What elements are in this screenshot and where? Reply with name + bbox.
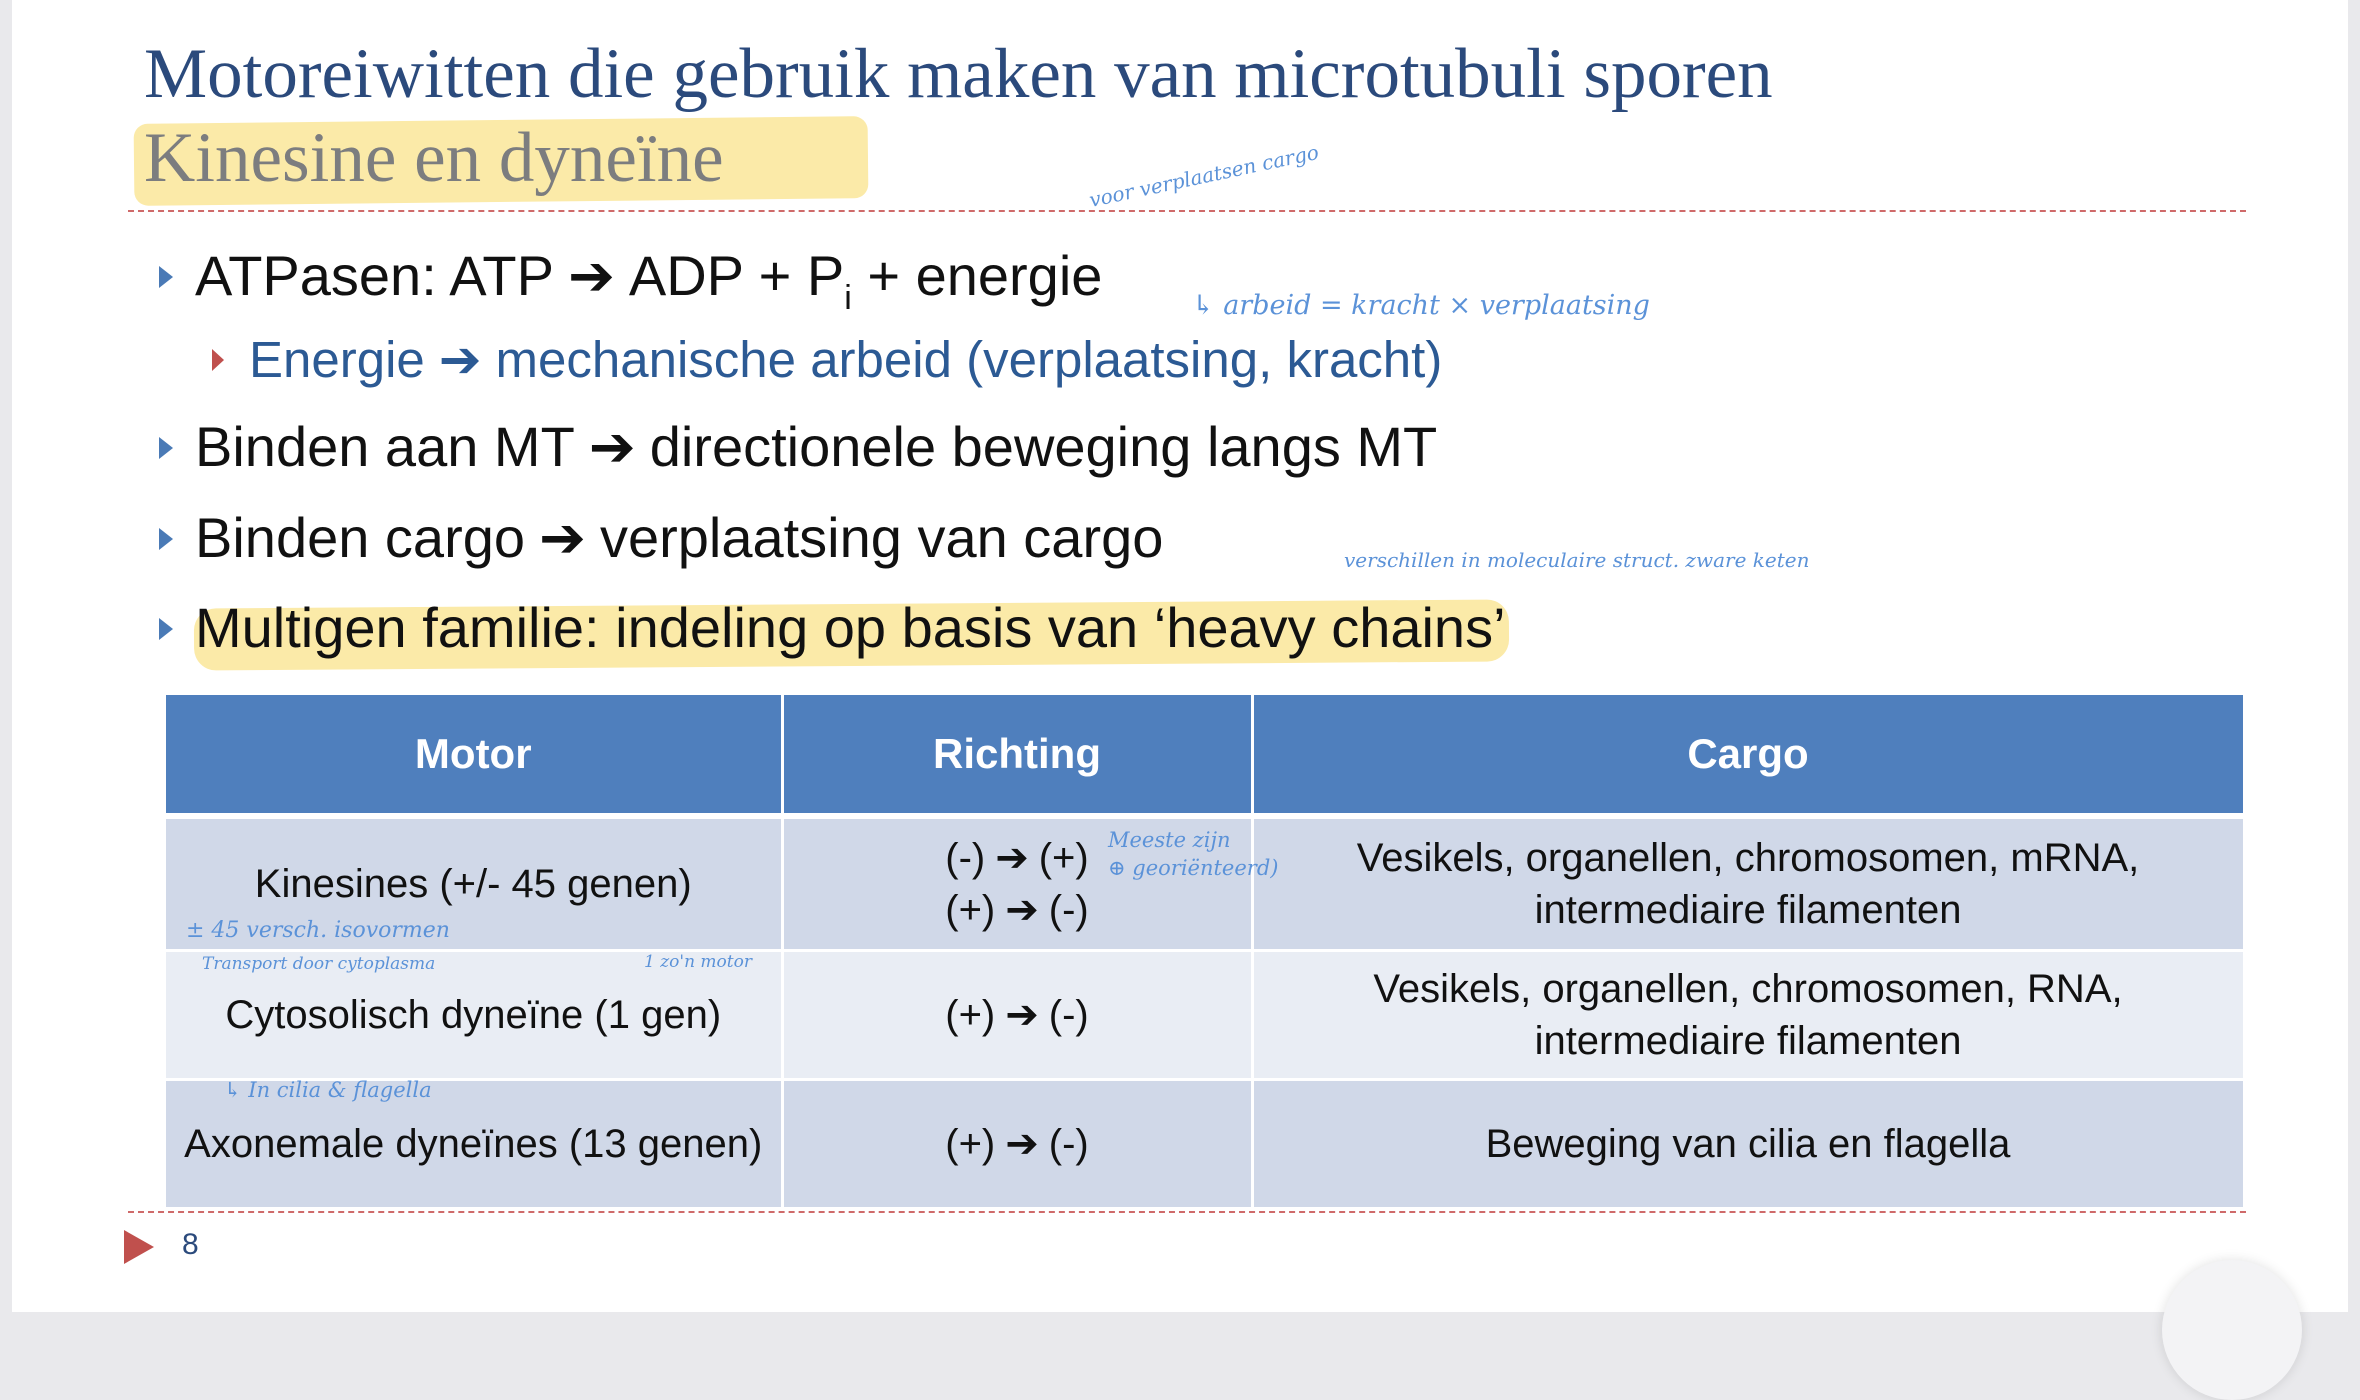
annotation-motor: 1 zo'n motor [644,952,752,972]
bullet-binden-mt: Binden aan MT ➔ directionele beweging langs MT [195,415,1438,478]
bullet-binden-cargo: Binden cargo ➔ verplaatsing van cargo [195,506,1164,569]
arrow-icon: ➔ [1005,888,1039,932]
slide [12,0,2348,1312]
annotation-isoforms: ± 45 versch. isovormen [186,918,450,943]
bullet-energie: Energie ➔ mechanische arbeid (verplaatsing, kracht) [249,331,1443,388]
header-richting: Richting [782,695,1252,816]
table-row [166,951,2244,1080]
cell-cargo: Vesikels, organellen, chromosomen, RNA, intermediaire filamenten [1252,951,2244,1080]
bullet-marker [159,528,173,550]
bullet-multigen: Multigen familie: indeling op basis van ‘heavy chains’ [195,596,1506,659]
sub-bullet-marker [212,349,224,371]
arrow-icon: ➔ [1005,993,1039,1037]
page-number: 8 [182,1228,199,1261]
title-divider [128,210,2246,212]
annotation-kinesine-direction: Meeste zijn ⊕ georiënteerd) [1108,828,1279,881]
arrow-icon: ➔ [567,244,615,307]
cell-richting: (-) ➔ (+) (+) ➔ (-) [782,816,1252,951]
cell-cargo: Vesikels, organellen, chromosomen, mRNA, intermediaire filamenten [1252,816,2244,951]
annotation-arbeid: ↳ arbeid = kracht × verplaatsing [1192,290,1650,321]
cell-motor: Axonemale dyneïnes (13 genen) [166,1080,782,1209]
arrow-icon: ➔ [995,836,1029,880]
arrow-icon: ➔ [539,506,586,569]
cell-richting: (+) ➔ (-) [782,951,1252,1080]
annotation-transport: Transport door cytoplasma [202,954,436,974]
cell-motor: Kinesines (+/- 45 genen) [166,816,782,951]
bullet-atpasen: ATPasen: ATP ➔ ADP + $P_i$ + energie [195,244,1103,317]
cell-motor: Cytosolisch dyneïne (1 gen) [166,951,782,1080]
cell-richting: (+) ➔ (-) [782,1080,1252,1209]
arrow-icon: ➔ [588,415,636,478]
annotation-cilia: ↳ In cilia & flagella [224,1078,432,1102]
slide-subtitle: Kinesine en dyneïne [144,119,724,197]
cell-cargo: Beweging van cilia en flagella [1252,1080,2244,1209]
footer-divider [128,1211,2246,1213]
bullet-marker [159,266,173,288]
bullet-marker [159,618,173,640]
motor-table [166,695,2246,1210]
bullet-marker [159,437,173,459]
header-cargo: Cargo [1252,695,2244,816]
floating-button[interactable] [2162,1260,2302,1400]
play-icon [124,1230,154,1264]
slide-title: Motoreiwitten die gebruik maken van microtubuli sporen [144,35,1773,113]
annotation-cargo: voor verplaatsen cargo [1087,139,1321,212]
header-motor: Motor [166,695,782,816]
arrow-icon: ➔ [438,331,482,388]
table-row [166,1080,2244,1209]
arrow-icon: ➔ [1005,1122,1039,1166]
annotation-heavy-chains: verschillen in moleculaire struct. zware keten [1344,548,1810,572]
